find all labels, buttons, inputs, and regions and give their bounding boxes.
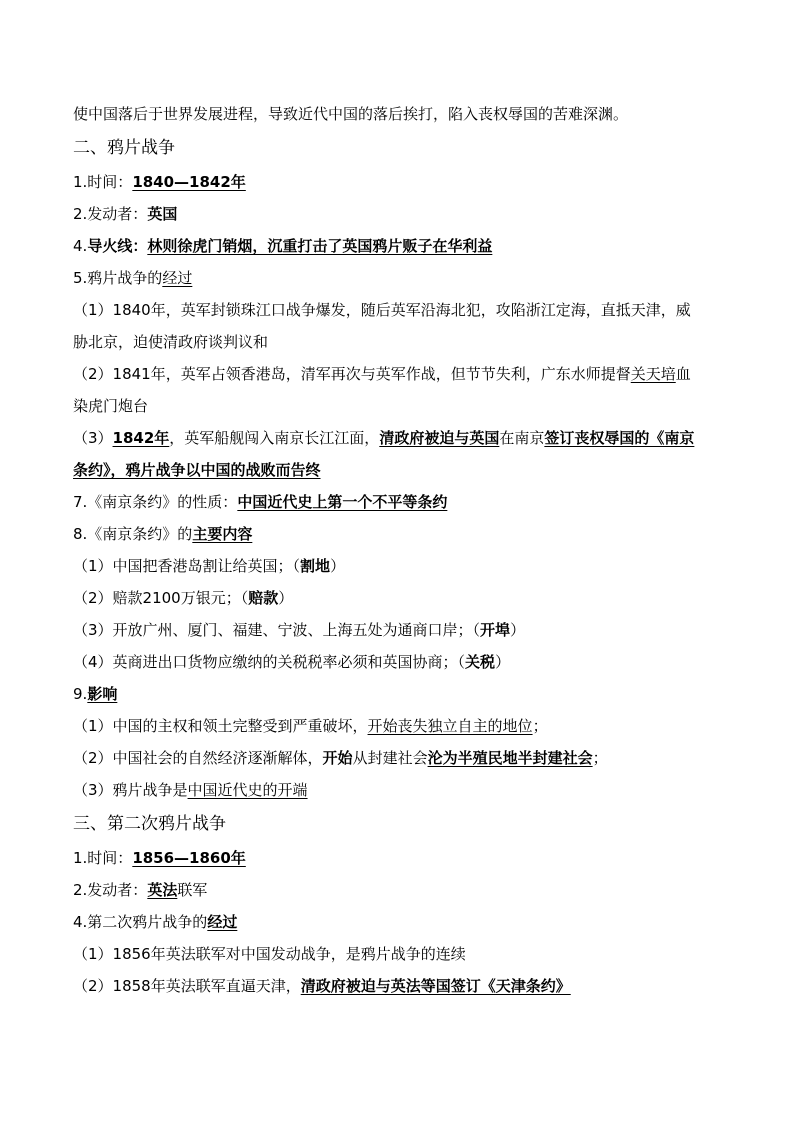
value: 经过 (207, 913, 238, 931)
list-item (73, 842, 733, 874)
sub-item (73, 742, 733, 774)
sub-item-continued: 染虎门炮台 (73, 397, 149, 415)
list-item (73, 678, 733, 710)
text: （2）1841年，英军占领香港岛，清军再次与英军作战，但节节失利，广东水师提督 (73, 365, 631, 383)
label-bold: 导火线： (87, 237, 148, 255)
sub-item (73, 614, 733, 646)
label: 4.第二次鸦片战争的 (73, 913, 208, 931)
text: ； (592, 749, 608, 767)
document-body (73, 98, 733, 1002)
sub-item (73, 358, 733, 390)
list-item (73, 166, 733, 198)
text-bold: 赔款 (248, 589, 279, 607)
list-item (73, 906, 733, 938)
text-bold: 开埠 (480, 621, 511, 639)
value: 英国 (147, 205, 178, 223)
sub-item (73, 550, 733, 582)
value: 影响 (87, 685, 118, 703)
sub-item (73, 970, 733, 1002)
sub-item-continued: 胁北京，迫使清政府谈判议和 (73, 333, 269, 351)
list-item (73, 198, 733, 230)
section-heading: 二、鸦片战争 (73, 138, 175, 158)
sub-item (73, 582, 733, 614)
text: （4）英商进出口货物应缴纳的关税税率必须和英国协商；（ (73, 653, 466, 671)
text: 血 (675, 365, 691, 383)
value: 林则徐虎门销烟，沉重打击了英国鸦片贩子在华利益 (147, 237, 493, 255)
value: 中国近代史上第一个不平等条约 (237, 493, 448, 511)
text-bold-underlined: 沦为半殖民地半封建社会 (427, 749, 593, 767)
value: 1856—1860年 (132, 849, 246, 867)
text-bold-underlined: 清政府被迫与英国 (379, 429, 500, 447)
section-heading: 三、第二次鸦片战争 (73, 814, 226, 834)
text-underlined: 关天培 (630, 365, 676, 383)
text: ，英军船舰闯入南京长江江面， (169, 429, 380, 447)
value: 经过 (162, 269, 193, 287)
text-underlined: 开始丧失独立自主的地位 (367, 717, 533, 735)
text-bold: 开始 (322, 749, 353, 767)
label: 2.发动者： (73, 881, 148, 899)
sub-item (73, 422, 733, 454)
list-item (73, 518, 733, 550)
text: （1）中国的主权和领土完整受到严重破坏， (73, 717, 368, 735)
label: 1.时间： (73, 849, 133, 867)
label: 8.《南京条约》的 (73, 525, 193, 543)
text: ） (510, 621, 526, 639)
text: ； (532, 717, 548, 735)
text: （2）赔款2100万银元；（ (73, 589, 249, 607)
sub-item (73, 646, 733, 678)
label: 4. (73, 237, 88, 255)
text: （2）1858年英法联军直逼天津， (73, 977, 301, 995)
text: （3）开放广州、厦门、福建、宁波、上海五处为通商口岸；（ (73, 621, 481, 639)
sub-item-continued (73, 454, 733, 486)
text: （3） (73, 429, 113, 447)
sub-item (73, 710, 733, 742)
value: 英法 (147, 881, 178, 899)
text-bold-underlined: 1842年 (112, 429, 170, 447)
sub-item: （1）1856年英法联军对中国发动战争，是鸦片战争的连续 (73, 945, 466, 963)
text: （3）鸦片战争是 (73, 781, 188, 799)
text-bold-underlined: 清政府被迫与英法等国签订《天津条约》 (300, 977, 571, 995)
value: 主要内容 (192, 525, 253, 543)
list-item (73, 486, 733, 518)
label: 9. (73, 685, 88, 703)
text-bold-underlined: 签订丧权辱国的《南京 (544, 429, 695, 447)
text-bold-underlined: 条约》，鸦片战争以中国的战败而告终 (73, 461, 321, 479)
text: ） (278, 589, 294, 607)
text: 联军 (177, 881, 208, 899)
value: 1840—1842年 (132, 173, 246, 191)
text: 从封建社会 (352, 749, 428, 767)
text-bold: 割地 (300, 557, 331, 575)
paragraph: 使中国落后于世界发展进程，导致近代中国的落后挨打，陷入丧权辱国的苦难深渊。 (73, 105, 629, 123)
text-underlined: 中国近代史的开端 (187, 781, 308, 799)
sub-item: （1）1840年，英军封锁珠江口战争爆发，随后英军沿海北犯，攻陷浙江定海，直抵天津，威 (73, 301, 691, 319)
label: 2.发动者： (73, 205, 148, 223)
list-item (73, 874, 733, 906)
list-item (73, 262, 733, 294)
text: （2）中国社会的自然经济逐渐解体， (73, 749, 323, 767)
label: 7.《南京条约》的性质： (73, 493, 238, 511)
list-item (73, 230, 733, 262)
text-bold: 关税 (465, 653, 496, 671)
text: 在南京 (499, 429, 545, 447)
sub-item (73, 774, 733, 806)
text: ） (495, 653, 511, 671)
label: 5.鸦片战争的 (73, 269, 163, 287)
text: ） (330, 557, 346, 575)
label: 1.时间： (73, 173, 133, 191)
text: （1）中国把香港岛割让给英国；（ (73, 557, 301, 575)
